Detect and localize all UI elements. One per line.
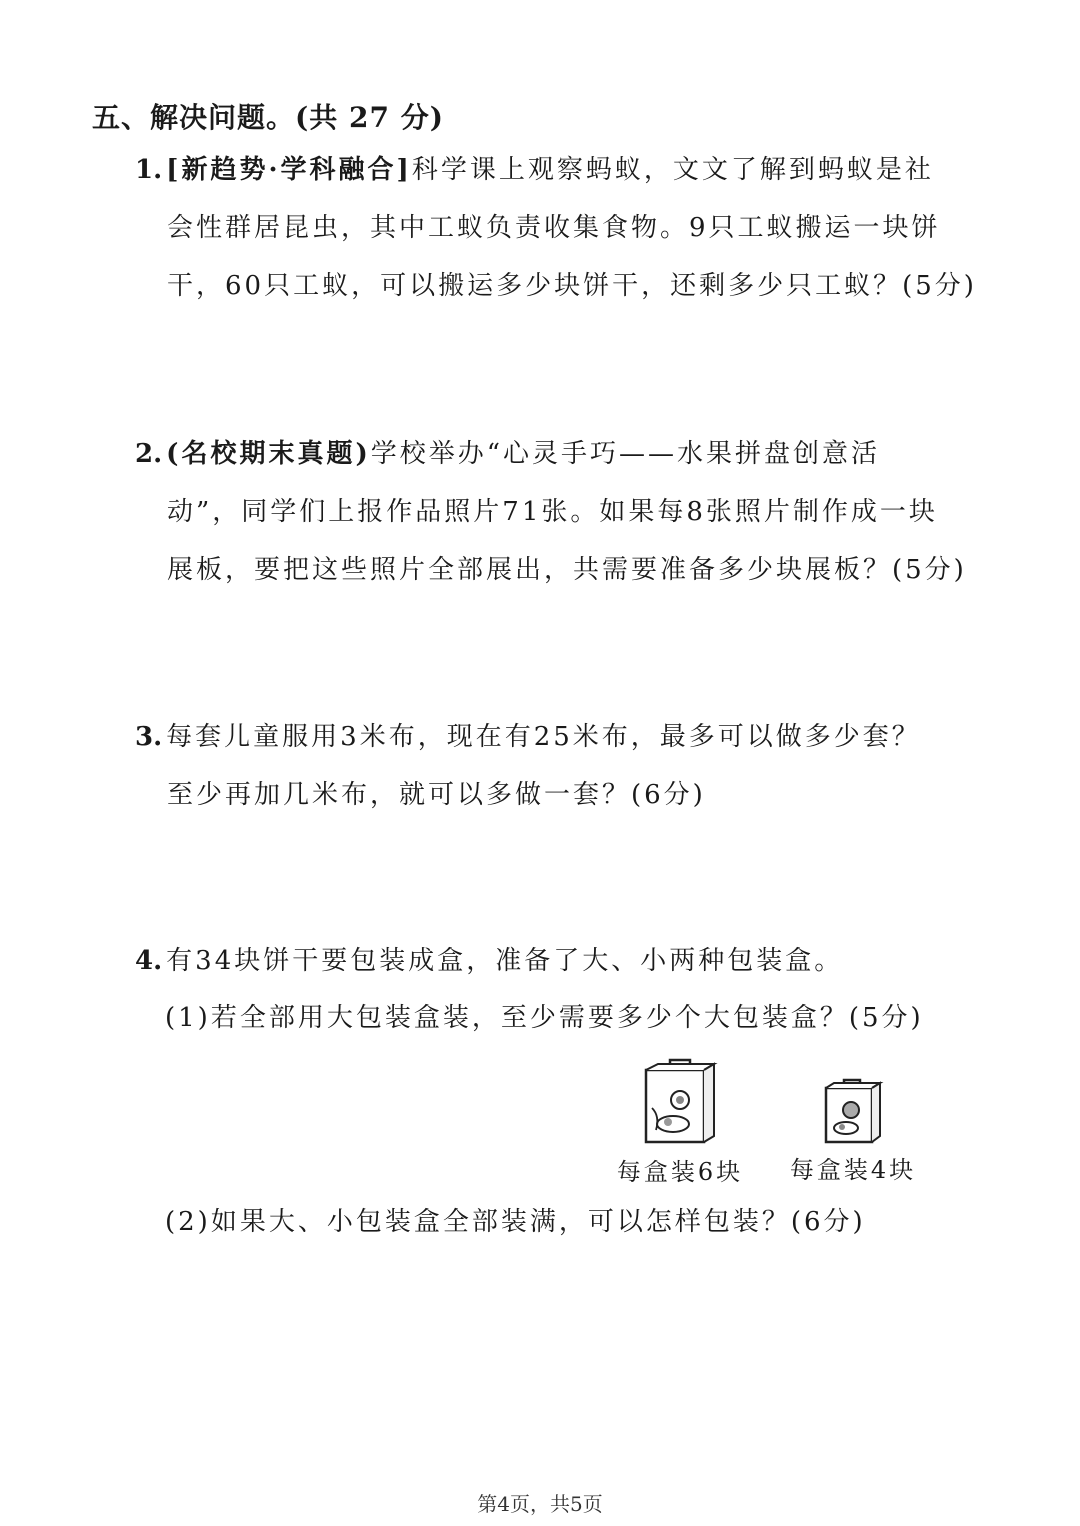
large-cookie-box-icon (640, 1058, 720, 1146)
question-tag: [新趋势·学科融合] (166, 155, 412, 185)
small-box-figure (778, 1078, 928, 1185)
large-box-caption: 每盒装6块 (616, 1158, 744, 1186)
small-cookie-box-icon (820, 1078, 886, 1144)
question-text: 每套儿童服用3米布，现在有25米布，最多可以做多少套？ (166, 722, 921, 752)
section-title: 五、解决问题。(共 27 分) (92, 101, 444, 134)
large-box-figure (605, 1058, 755, 1187)
question-text: 学校举办“心灵手巧——水果拼盘创意活 (370, 439, 881, 469)
question-number: 4. (135, 946, 163, 976)
question-number: 3. (135, 722, 163, 752)
question-tag: (名校期末真题) (166, 439, 371, 469)
question-number: 1. (135, 155, 163, 185)
question-2 (135, 425, 967, 599)
question-text: 展板，要把这些照片全部展出，共需要准备多少块展板？(5分) (167, 555, 967, 585)
question-3 (135, 708, 935, 824)
sub-question-1: (1)若全部用大包装盒装，至少需要多少个大包装盒？(5分) (165, 1003, 924, 1033)
question-text: 干，60只工蚁，可以搬运多少块饼干，还剩多少只工蚁？(5分) (167, 271, 977, 301)
question-1 (135, 141, 977, 315)
question-text: 会性群居昆虫，其中工蚁负责收集食物。9只工蚁搬运一块饼 (167, 213, 941, 243)
question-text: 至少再加几米布，就可以多做一套？(6分) (167, 780, 706, 810)
question-text: 动”，同学们上报作品照片71张。如果每8张照片制作成一块 (167, 497, 938, 527)
page-footer: 第4页，共5页 (477, 1492, 603, 1516)
sub-question-2: (2)如果大、小包装盒全部装满，可以怎样包装？(6分) (165, 1207, 866, 1237)
small-box-caption: 每盒装4块 (789, 1156, 917, 1184)
question-number: 2. (135, 439, 163, 469)
question-4 (135, 932, 935, 990)
question-text: 有34块饼干要包装成盒，准备了大、小两种包装盒。 (166, 946, 844, 976)
question-text: 科学课上观察蚂蚁，文文了解到蚂蚁是社 (411, 155, 934, 185)
